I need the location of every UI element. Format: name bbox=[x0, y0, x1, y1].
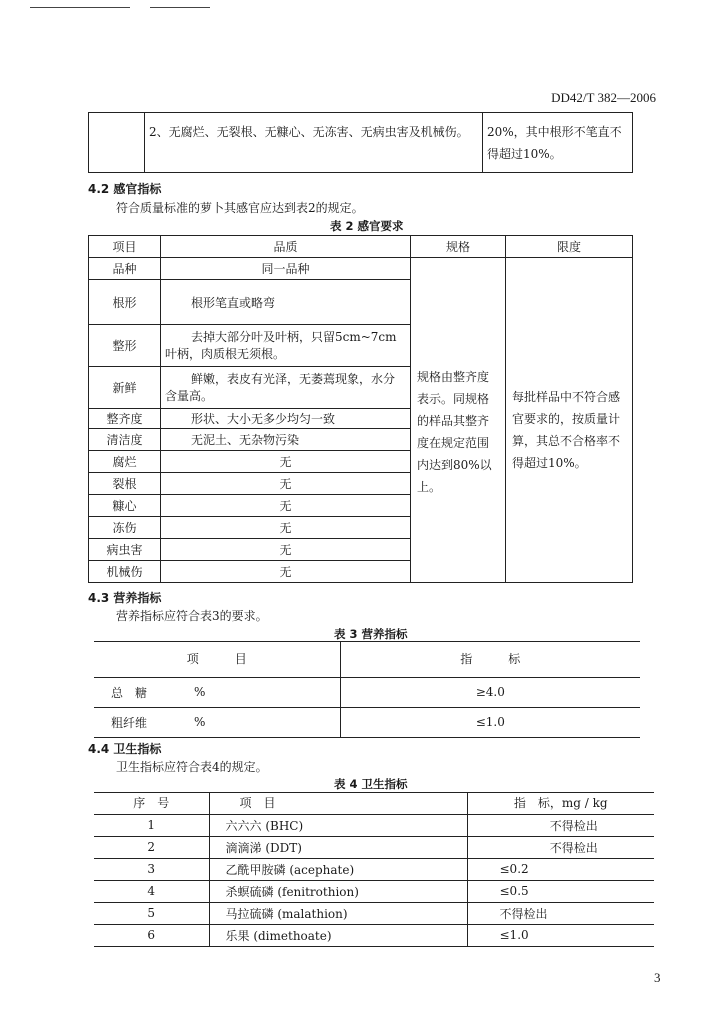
table-2-caption: 表 2 感官要求 bbox=[330, 219, 404, 233]
table-3-header-value: 指 标 bbox=[340, 641, 640, 677]
section-4-2-heading: 4.2 感官指标 bbox=[88, 182, 162, 196]
section-4-4-heading: 4.4 卫生指标 bbox=[88, 742, 162, 756]
table-4-item: 六六六 (BHC) bbox=[209, 814, 467, 836]
table-3-value: ≥4.0 bbox=[340, 677, 640, 707]
section-4-2-intro: 符合质量标准的萝卜其感官应达到表2的规定。 bbox=[116, 201, 364, 215]
table-4-value: 不得检出 bbox=[467, 836, 654, 858]
page-number: 3 bbox=[654, 970, 661, 985]
table-2-quality: 无 bbox=[161, 495, 411, 517]
table-2 bbox=[88, 235, 633, 583]
table-3-caption: 表 3 营养指标 bbox=[334, 627, 408, 641]
table-4-header-no: 序 号 bbox=[94, 792, 209, 814]
section-4-3-heading: 4.3 营养指标 bbox=[88, 591, 162, 605]
table-2-item: 新鲜 bbox=[89, 367, 161, 409]
table-2-quality: 无 bbox=[161, 539, 411, 561]
table-4-item: 杀螟硫磷 (fenitrothion) bbox=[209, 880, 467, 902]
scan-mark bbox=[150, 7, 210, 8]
table-2-quality: 无 bbox=[161, 473, 411, 495]
table-4-value: 不得检出 bbox=[467, 902, 654, 924]
table-2-quality: 无 bbox=[161, 517, 411, 539]
table-4-item: 乐果 (dimethoate) bbox=[209, 924, 467, 946]
top-table-requirement: 2、无腐烂、无裂根、无糠心、无冻害、无病虫害及机械伤。 bbox=[145, 113, 483, 173]
table-4-no: 3 bbox=[94, 858, 209, 880]
table-2-item: 糠心 bbox=[89, 495, 161, 517]
table-3-unit: % bbox=[164, 707, 340, 737]
table-3-value: ≤1.0 bbox=[340, 707, 640, 737]
table-2-quality: 同一品种 bbox=[161, 258, 411, 280]
table-2-limit-text: 每批样品中不符合感官要求的，按质量计算，其总不合格率不得超过10%。 bbox=[506, 258, 633, 583]
table-2-item: 机械伤 bbox=[89, 561, 161, 583]
table-4-value: ≤1.0 bbox=[467, 924, 654, 946]
table-4-item: 乙酰甲胺磷 (acephate) bbox=[209, 858, 467, 880]
table-2-header-spec: 规格 bbox=[411, 236, 506, 258]
table-4-no: 2 bbox=[94, 836, 209, 858]
table-2-quality: 无 bbox=[161, 561, 411, 583]
table-3-name: 粗纤维 bbox=[94, 707, 164, 737]
table-4-value: 不得检出 bbox=[467, 814, 654, 836]
table-2-quality: 无 bbox=[161, 451, 411, 473]
section-4-3-intro: 营养指标应符合表3的要求。 bbox=[116, 609, 268, 623]
table-2-item: 品种 bbox=[89, 258, 161, 280]
table-2-header-quality: 品质 bbox=[161, 236, 411, 258]
table-2-spec-text: 规格由整齐度表示。同规格的样品其整齐度在规定范围内达到80%以上。 bbox=[411, 258, 506, 583]
top-table-empty-cell bbox=[89, 113, 145, 173]
table-4-value: ≤0.5 bbox=[467, 880, 654, 902]
table-2-item: 根形 bbox=[89, 280, 161, 325]
table-2-item: 病虫害 bbox=[89, 539, 161, 561]
table-4-header-value: 指 标，mg / kg bbox=[467, 792, 654, 814]
top-table bbox=[88, 112, 633, 173]
table-3 bbox=[94, 641, 640, 738]
table-2-item: 清洁度 bbox=[89, 429, 161, 451]
table-4-no: 5 bbox=[94, 902, 209, 924]
table-3-header-item: 项 目 bbox=[94, 641, 340, 677]
table-4-no: 4 bbox=[94, 880, 209, 902]
table-3-name: 总 糖 bbox=[94, 677, 164, 707]
table-2-header-item: 项目 bbox=[89, 236, 161, 258]
table-2-item: 冻伤 bbox=[89, 517, 161, 539]
table-2-quality: 去掉大部分叶及叶柄，只留5cm~7cm叶柄，肉质根无须根。 bbox=[161, 325, 411, 367]
top-table-limit: 20%，其中根形不笔直不得超过10%。 bbox=[483, 113, 633, 173]
table-2-quality: 鲜嫩，表皮有光泽，无萎蔫现象，水分含量高。 bbox=[161, 367, 411, 409]
table-3-unit: % bbox=[164, 677, 340, 707]
table-2-item: 腐烂 bbox=[89, 451, 161, 473]
table-2-item: 裂根 bbox=[89, 473, 161, 495]
table-4 bbox=[94, 792, 654, 947]
table-2-item: 整齐度 bbox=[89, 409, 161, 429]
table-2-quality: 根形笔直或略弯 bbox=[161, 280, 411, 325]
table-4-item: 滴滴涕 (DDT) bbox=[209, 836, 467, 858]
table-2-quality: 形状、大小无多少均匀一致 bbox=[161, 409, 411, 429]
table-4-no: 1 bbox=[94, 814, 209, 836]
table-2-header-limit: 限度 bbox=[506, 236, 633, 258]
table-4-caption: 表 4 卫生指标 bbox=[334, 777, 408, 791]
doc-number: DD42/T 382—2006 bbox=[551, 90, 656, 105]
section-4-4-intro: 卫生指标应符合表4的规定。 bbox=[116, 760, 268, 774]
scan-mark bbox=[30, 7, 130, 8]
table-2-quality: 无泥土、无杂物污染 bbox=[161, 429, 411, 451]
table-2-item: 整形 bbox=[89, 325, 161, 367]
table-4-item: 马拉硫磷 (malathion) bbox=[209, 902, 467, 924]
table-4-value: ≤0.2 bbox=[467, 858, 654, 880]
table-4-header-item: 项 目 bbox=[209, 792, 467, 814]
table-4-no: 6 bbox=[94, 924, 209, 946]
